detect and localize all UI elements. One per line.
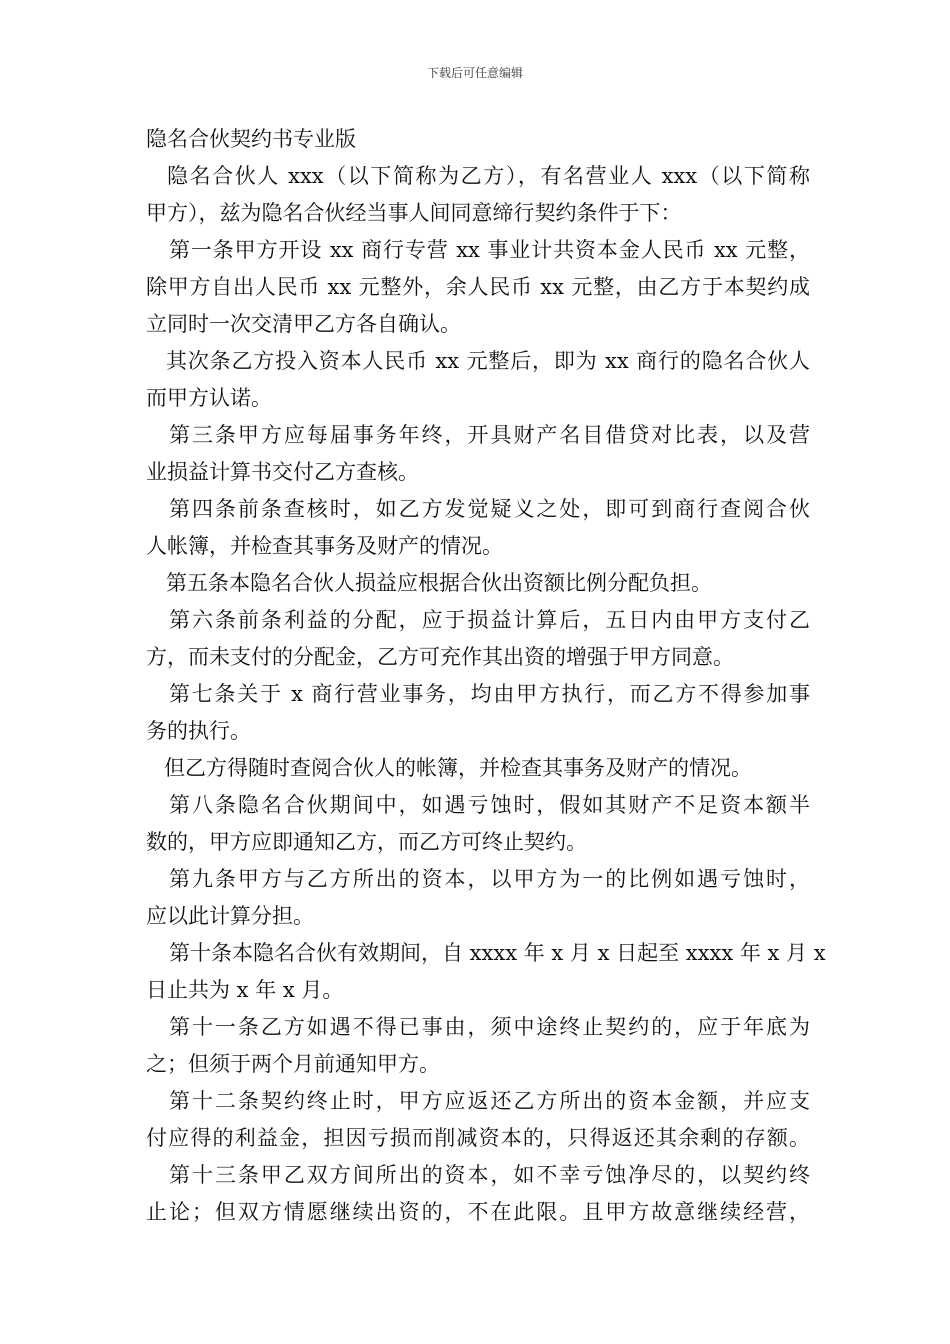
paragraph-line: 务的执行。: [146, 719, 251, 743]
paragraph-line: 第七条关于 x 商行营业事务，均由甲方执行，而乙方不得参加事: [169, 682, 810, 706]
paragraph-line: 立同时一次交清甲乙方各自确认。: [146, 312, 461, 336]
paragraph-line: 之；但须于两个月前通知甲方。: [146, 1052, 440, 1076]
paragraph-line: 除甲方自出人民币 xx 元整外，余人民币 xx 元整，由乙方于本契约成: [146, 275, 810, 299]
paragraph-line: 其次条乙方投入资本人民币 xx 元整后，即为 xx 商行的隐名合伙人: [166, 349, 810, 373]
paragraph-line: 第五条本隐名合伙人损益应根据合伙出资额比例分配负担。: [166, 571, 712, 595]
paragraph-line: 第十一条乙方如遇不得已事由，须中途终止契约的，应于年底为: [169, 1015, 810, 1039]
paragraph-line: 但乙方得随时查阅合伙人的帐簿，并检查其事务及财产的情况。: [164, 756, 752, 780]
paragraph-line: 第三条甲方应每届事务年终，开具财产名目借贷对比表，以及营: [169, 423, 810, 447]
paragraph-line: 数的，甲方应即通知乙方，而乙方可终止契约。: [146, 830, 587, 854]
paragraph-line: 业损益计算书交付乙方查核。: [146, 460, 419, 484]
paragraph-line: 方，而未支付的分配金，乙方可充作其出资的增强于甲方同意。: [146, 645, 734, 669]
paragraph-line: 第四条前条查核时，如乙方发觉疑义之处，即可到商行查阅合伙: [169, 497, 810, 521]
paragraph-line: 第六条前条利益的分配，应于损益计算后，五日内由甲方支付乙: [169, 608, 810, 632]
paragraph-line: 应以此计算分担。: [146, 904, 314, 928]
document-body: [146, 122, 826, 1231]
paragraph-line: 第十二条契约终止时，甲方应返还乙方所出的资本金额，并应支: [169, 1089, 810, 1113]
paragraph-line: 第十条本隐名合伙有效期间，自 xxxx 年 x 月 x 日起至 xxxx 年 x 月 x: [169, 941, 826, 965]
paragraph-line: 甲方），兹为隐名合伙经当事人间同意缔行契约条件于下：: [146, 201, 682, 225]
paragraph-line: 第十三条甲乙双方间所出的资本，如不幸亏蚀净尽的，以契约终: [169, 1163, 810, 1187]
paragraph-line: 第八条隐名合伙期间中，如遇亏蚀时，假如其财产不足资本额半: [169, 793, 810, 817]
paragraph-line: 止论；但双方情愿继续出资的，不在此限。且甲方故意继续经营，: [146, 1200, 810, 1224]
page-header: 下载后可任意编辑: [426, 66, 523, 80]
paragraph-line: 第九条甲方与乙方所出的资本，以甲方为一的比例如遇亏蚀时，: [169, 867, 810, 891]
paragraph-line: 而甲方认诺。: [146, 386, 272, 410]
paragraph-line: 日止共为 x 年 x 月。: [146, 978, 344, 1002]
paragraph-line: 付应得的利益金，担因亏损而削减资本的，只得返还其余剩的存额。: [146, 1126, 810, 1150]
paragraph-line: 第一条甲方开设 xx 商行专营 xx 事业计共资本金人民币 xx 元整，: [169, 238, 810, 262]
document-title: 隐名合伙契约书专业版: [146, 127, 356, 151]
paragraph-line: 隐名合伙人 xxx（以下简称为乙方），有名营业人 xxx（以下简称: [167, 164, 810, 188]
paragraph-line: 人帐簿，并检查其事务及财产的情况。: [146, 534, 503, 558]
